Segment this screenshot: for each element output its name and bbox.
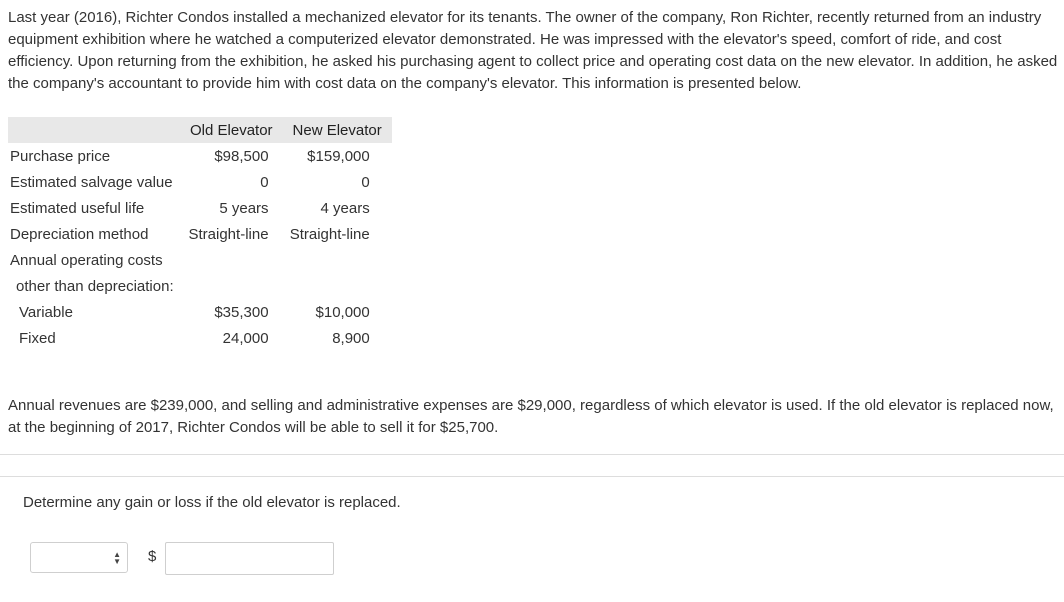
old-value [180, 247, 283, 273]
header-new-elevator: New Elevator [283, 117, 392, 143]
new-value: 8,900 [332, 329, 370, 347]
row-label: Depreciation method [10, 225, 149, 243]
amount-input[interactable] [165, 542, 334, 575]
table-row [8, 195, 392, 221]
table-header-row [8, 117, 392, 143]
divider [0, 476, 1064, 477]
row-label: Estimated salvage value [10, 173, 173, 191]
question-text: Determine any gain or loss if the old elevator is replaced. [23, 494, 401, 511]
new-value [283, 273, 392, 299]
new-value: $159,000 [307, 147, 370, 165]
new-value: Straight-line [289, 225, 370, 243]
currency-symbol: $ [148, 548, 157, 565]
old-value [180, 273, 283, 299]
old-value: 0 [260, 173, 269, 191]
old-value: 5 years [219, 199, 269, 217]
header-old-elevator: Old Elevator [180, 117, 283, 143]
new-value: 4 years [320, 199, 370, 217]
new-value: 0 [361, 173, 370, 191]
header-blank [8, 117, 180, 143]
old-value: $35,300 [214, 303, 269, 321]
problem-intro: Last year (2016), Richter Condos installed a mechanized elevator for its tenants. The owner of the company, Ron Richter, recently returned from an industry equipment exhibition where he watched a computerized elevator demonstrated. He was impressed with the elevator's speed, comfort of ride, and cost efficiency. Upon returning from the exhibition, he asked his purchasing agent to collect price and operating cost data on the new elevator. In addition, he asked the company's accountant to provide him with cost data on the company's elevator. This information is presented below. [8, 9, 1058, 92]
old-value: $98,500 [214, 147, 269, 165]
row-label: Fixed [19, 329, 56, 347]
divider [0, 454, 1064, 455]
table-row [8, 273, 392, 299]
revenues-paragraph: Annual revenues are $239,000, and selling and administrative expenses are $29,000, regardless of which elevator is used. If the old elevator is replaced now, at the beginning of 2017, Richter Condos will be able to sell it for $25,700. [8, 397, 1054, 436]
select-arrows-icon: ▲ ▼ [113, 550, 121, 566]
table-row [8, 143, 392, 169]
table-row [8, 247, 392, 273]
row-label: Estimated useful life [10, 199, 145, 217]
new-value [283, 247, 392, 273]
new-value: $10,000 [315, 303, 370, 321]
row-label: other than depreciation: [16, 277, 174, 295]
gain-loss-select[interactable] [30, 542, 128, 573]
cost-data-table [8, 117, 392, 351]
table-row [8, 299, 392, 325]
old-value: 24,000 [222, 329, 269, 347]
table-row [8, 325, 392, 351]
row-label: Annual operating costs [10, 251, 163, 269]
table-row [8, 169, 392, 195]
row-label: Purchase price [10, 147, 111, 165]
table-row [8, 221, 392, 247]
old-value: Straight-line [188, 225, 269, 243]
row-label: Variable [19, 303, 73, 321]
